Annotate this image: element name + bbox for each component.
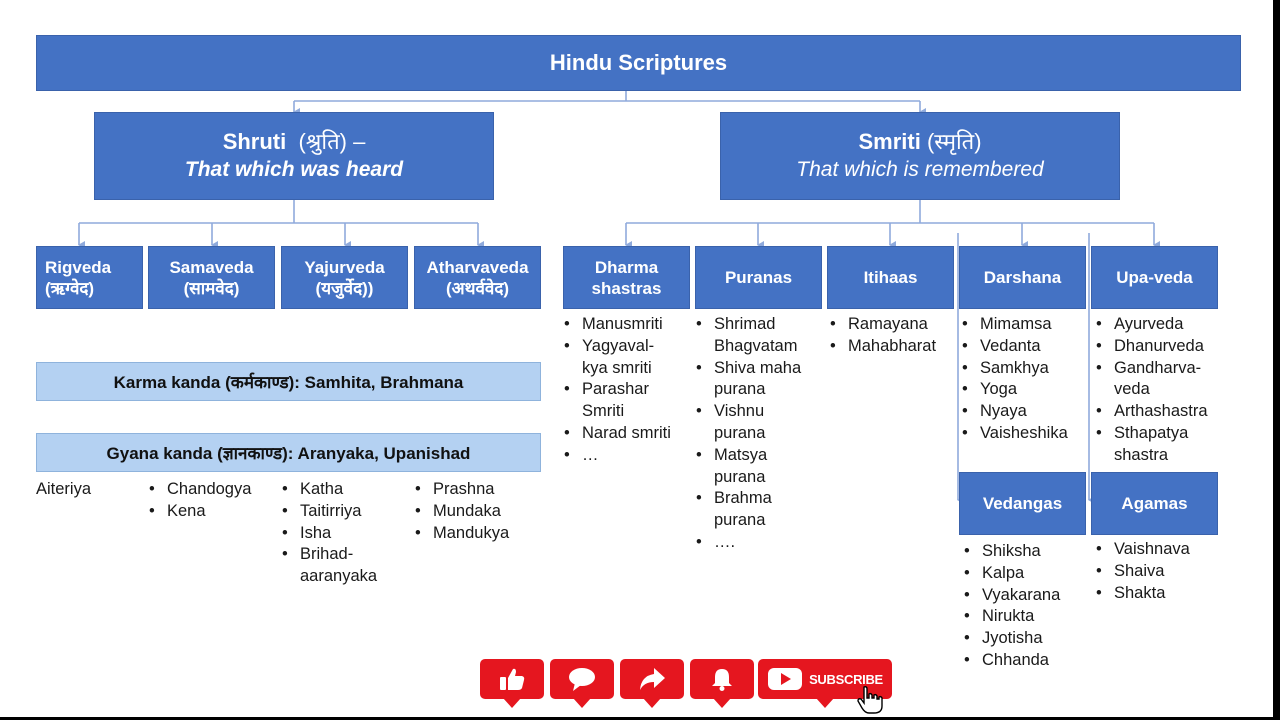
- veda-name: Atharvaveda: [426, 257, 529, 277]
- list-item: • Manusmriti: [564, 314, 694, 336]
- list-item: • Ramayana: [830, 314, 956, 336]
- list-item: • Shiksha: [964, 541, 1090, 563]
- list-item: • ….: [696, 532, 826, 554]
- upa-veda-list: [1096, 314, 1226, 467]
- list-item: • Nyaya: [962, 401, 1088, 423]
- list-item: • Mimamsa: [962, 314, 1088, 336]
- like-button[interactable]: [480, 659, 544, 699]
- list-item: • Mandukya: [415, 523, 545, 545]
- list-item-continued: purana: [714, 380, 766, 399]
- upanishad-list-3: [282, 479, 412, 588]
- upanishad-list-2: [149, 479, 279, 523]
- veda-name: Rigveda: [45, 257, 112, 277]
- list-item: • Prashna: [415, 479, 545, 501]
- list-item-continued: purana: [714, 467, 766, 486]
- category-dharma-shastras: [563, 246, 690, 309]
- upanishad-list-1: [36, 479, 146, 501]
- list-item: • Narad smriti: [564, 423, 694, 445]
- veda-devanagari: (सामवेद): [183, 278, 240, 298]
- list-item: • Vyakarana: [964, 585, 1090, 607]
- smriti-box: [720, 112, 1120, 200]
- category-name: Darshana: [983, 268, 1062, 287]
- list-item: • Mahabharat: [830, 336, 956, 358]
- veda-devanagari: (ऋग्वेद): [45, 278, 95, 298]
- list-item: • Katha: [282, 479, 412, 501]
- list-item: • Parashar: [564, 379, 694, 401]
- list-item: • Ayurveda: [1096, 314, 1226, 336]
- list-item: • Gandharva-: [1096, 358, 1226, 380]
- thumbs-up-icon: [498, 666, 526, 692]
- veda-yajurveda: [281, 246, 408, 309]
- list-item: • Vedanta: [962, 336, 1088, 358]
- list-item: • Samkhya: [962, 358, 1088, 380]
- karma-kanda-band: [36, 362, 541, 401]
- list-item: • Matsya: [696, 445, 826, 467]
- subscribe-label: SUBSCRIBE: [809, 671, 883, 687]
- karma-kanda-label: Karma kanda (कर्मकाण्ड): Samhita, Brahmana: [113, 373, 464, 392]
- list-item: • Vishnu: [696, 401, 826, 423]
- list-item: Aiteriya: [36, 480, 92, 498]
- list-item-continued: purana: [714, 423, 766, 442]
- speech-bubble-icon: [567, 666, 597, 692]
- smriti-meaning: That which is remembered: [796, 158, 1044, 181]
- notification-bell-button[interactable]: [690, 659, 754, 699]
- list-item: • Isha: [282, 523, 412, 545]
- list-item: aaranyaka: [300, 567, 378, 586]
- list-item: • Shakta: [1096, 583, 1222, 605]
- list-item: • Shiva maha: [696, 358, 826, 380]
- play-button-icon: [767, 666, 803, 692]
- veda-devanagari: (यजुर्वेद)): [315, 278, 374, 298]
- upanishad-list-4: [415, 479, 545, 544]
- agamas-list: [1096, 539, 1222, 604]
- list-item: • Mundaka: [415, 501, 545, 523]
- list-item-continued: purana: [714, 511, 766, 530]
- vedangas-list: [964, 541, 1090, 672]
- category-name-line1: Dharma: [594, 257, 659, 277]
- list-item: • Shrimad: [696, 314, 826, 336]
- list-item: • Brihad-: [282, 544, 412, 566]
- puranas-list: [696, 314, 826, 554]
- list-item: • Chandogya: [149, 479, 279, 501]
- shruti-name: Shruti: [222, 129, 287, 154]
- smriti-devanagari: (स्मृति): [926, 129, 982, 154]
- veda-name: Samaveda: [169, 257, 254, 277]
- list-item: • Kena: [149, 501, 279, 523]
- gyana-kanda-label: Gyana kanda (ज्ञानकाण्ड): Aranyaka, Upanishad: [106, 444, 471, 463]
- shruti-meaning: That which was heard: [184, 158, 404, 181]
- share-arrow-icon: [637, 666, 667, 692]
- list-item: • Vaishnava: [1096, 539, 1222, 561]
- category-name: Puranas: [724, 268, 793, 287]
- category-puranas: [695, 246, 822, 309]
- list-item-continued: Smriti: [582, 402, 625, 421]
- shruti-devanagari: (श्रुति) –: [298, 129, 366, 154]
- list-item-continued: Bhagvatam: [714, 336, 798, 355]
- veda-samaveda: [148, 246, 275, 309]
- category-darshana: [959, 246, 1086, 309]
- list-item-continued: kya smriti: [582, 358, 652, 377]
- list-item: • Shaiva: [1096, 561, 1222, 583]
- list-item-continued: shastra: [1114, 445, 1169, 464]
- category-name-line2: shastras: [591, 278, 662, 298]
- subscribe-overlay: [480, 659, 892, 711]
- list-item: • Dhanurveda: [1096, 336, 1226, 358]
- veda-atharvaveda: [414, 246, 541, 309]
- category-name: Vedangas: [982, 494, 1063, 513]
- category-itihaas: [827, 246, 954, 309]
- list-item-continued: veda: [1114, 380, 1150, 399]
- category-agamas: [1091, 472, 1218, 535]
- veda-rigveda: [36, 246, 143, 309]
- share-button[interactable]: [620, 659, 684, 699]
- shruti-box: [94, 112, 494, 200]
- title-label: Hindu Scriptures: [549, 50, 728, 75]
- list-item: • Jyotisha: [964, 628, 1090, 650]
- comment-button[interactable]: [550, 659, 614, 699]
- category-vedangas: [959, 472, 1086, 535]
- veda-name: Yajurveda: [304, 257, 385, 277]
- title-box: [36, 35, 1241, 91]
- list-item: • Nirukta: [964, 606, 1090, 628]
- smriti-name: Smriti: [858, 129, 921, 154]
- category-name: Agamas: [1121, 494, 1188, 513]
- frame-edge-right: [1273, 0, 1280, 720]
- list-item: • Yoga: [962, 379, 1088, 401]
- list-item: • …: [564, 445, 694, 467]
- list-item: • Vaisheshika: [962, 423, 1088, 445]
- gyana-kanda-band: [36, 433, 541, 472]
- darshana-list: [962, 314, 1088, 445]
- category-upa-veda: [1091, 246, 1218, 309]
- bell-icon: [709, 666, 735, 692]
- list-item: • Brahma: [696, 488, 826, 510]
- list-item: • Kalpa: [964, 563, 1090, 585]
- category-name: Upa-veda: [1116, 268, 1193, 287]
- hand-cursor-icon: [856, 685, 892, 715]
- list-item: • Yagyaval-: [564, 336, 694, 358]
- list-item: • Arthashastra: [1096, 401, 1226, 423]
- itihaas-list: [830, 314, 956, 358]
- category-name: Itihaas: [863, 268, 918, 287]
- list-item: • Sthapatya: [1096, 423, 1226, 445]
- dharma-shastras-list: [564, 314, 694, 467]
- veda-devanagari: (अथर्ववेद): [445, 278, 510, 298]
- list-item: • Chhanda: [964, 650, 1090, 672]
- list-item: • Taitirriya: [282, 501, 412, 523]
